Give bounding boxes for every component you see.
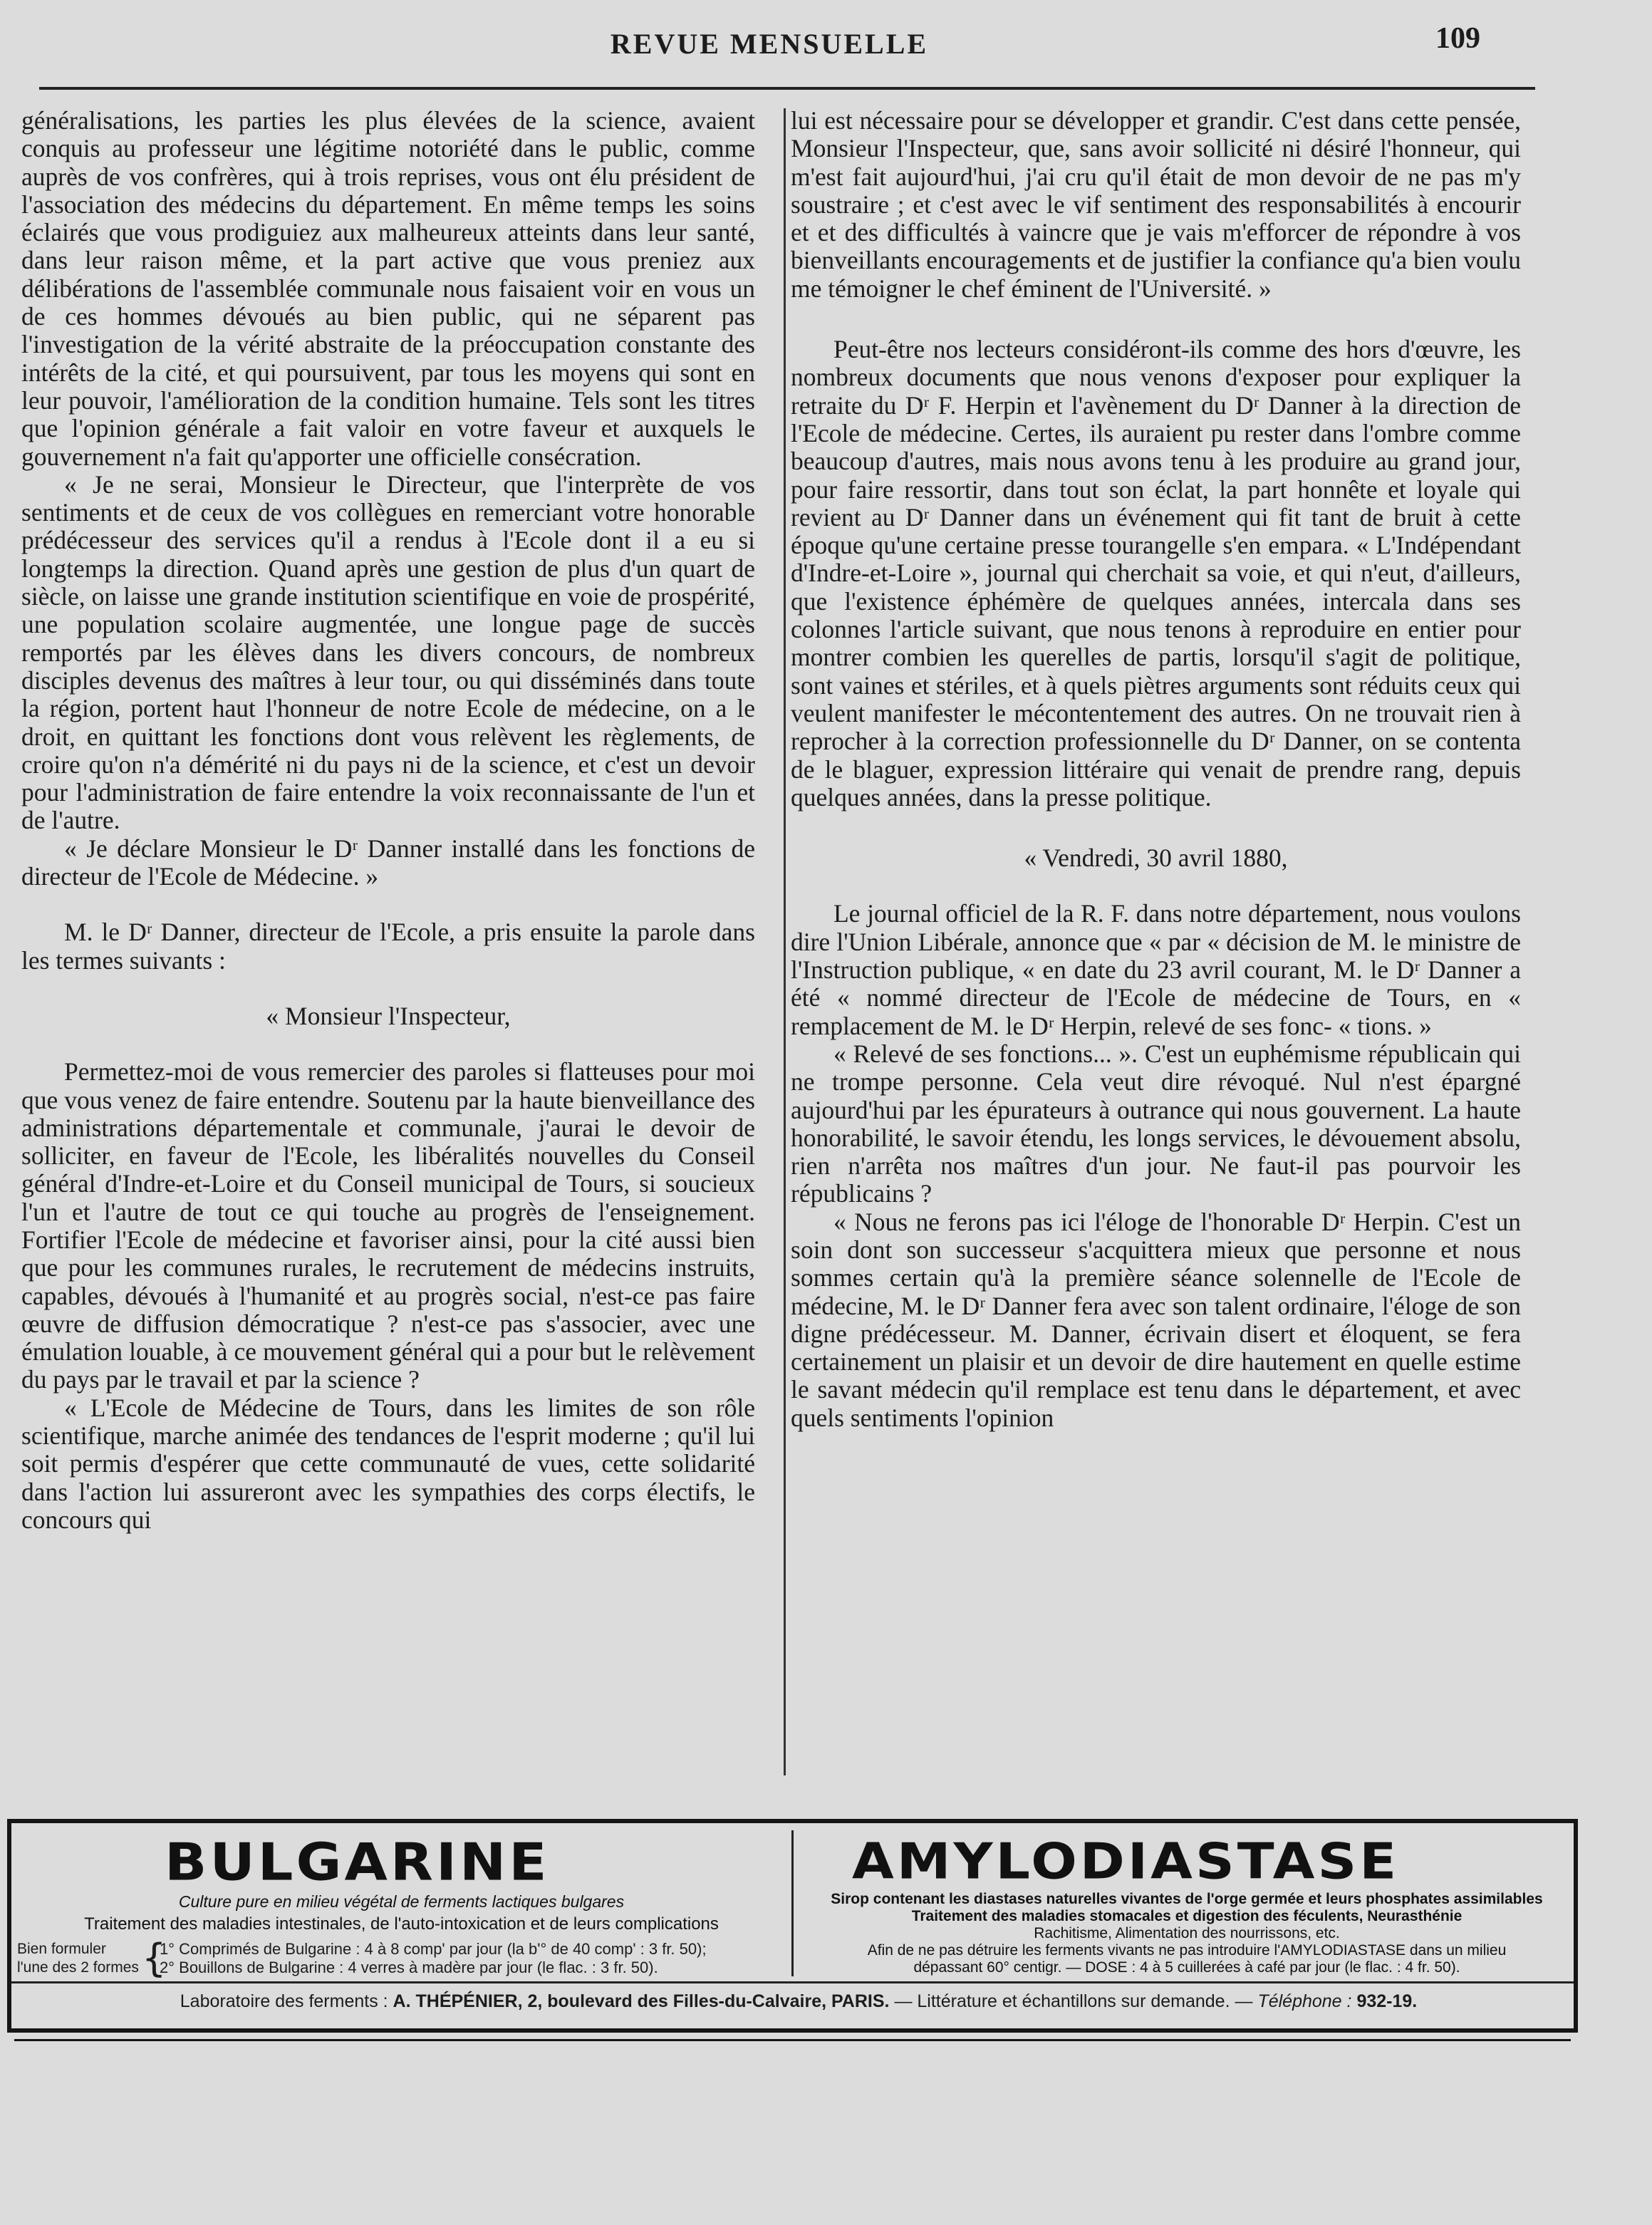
bulgarine-indication: Traitement des maladies intestinales, de l'auto-intoxication et de leurs complications [84, 1914, 719, 1934]
paragraph: « Nous ne ferons pas ici l'éloge de l'honorable Dʳ Herpin. C'est un soin dont son successeur s'acquittera mieux que personne et nous sommes certain qu'à la première séance solennelle de l'Ecole de médecine, M. le Dʳ Danner fera avec son talent ordinaire, l'éloge de son digne prédécesseur. M. Danner, écrivain disert et éloquent, se fera certainement un plaisir et un devoir de dire hautement en quelle estime le savant médecin qu'il remplace est tenu dans le département, et avec quels sentiments l'opinion [791, 1207, 1521, 1432]
laboratory-line: Laboratoire des ferments : A. THÉPÉNIER, 2, boulevard des Filles-du-Calvaire, PARIS. — Littérature et échantillons sur demande. — Téléphone : 932-19. [180, 1991, 1418, 2011]
formula-items [160, 1940, 707, 1977]
paragraph: lui est nécessaire pour se développer et grandir. C'est dans cette pensée, Monsieur l'Inspecteur, que, sans avoir sollicité ni désiré l'honneur, qui m'est fait aujourd'hui, j'ai cru qu'il était de mon devoir de ne pas m'y soustraire ; et c'est avec le vif sentiment des responsabilités à encourir et et des difficultés à vaincre que je vais m'efforcer de répondre à vos bienveillants encouragements et de justifier la confiance qu'a bien voulu me témoigner le chef éminent de l'Université. » [791, 106, 1521, 303]
amylodiastase-brand: AMYLODIASTASE [852, 1832, 1400, 1890]
running-title: REVUE MENSUELLE [610, 28, 929, 60]
header-rule [39, 87, 1535, 90]
brace-icon: { [142, 1936, 167, 1981]
phone-number: 932-19. [1356, 1991, 1418, 2011]
column-divider [784, 108, 786, 1775]
page-number: 109 [1435, 22, 1480, 55]
ad-divider [791, 1830, 794, 1976]
left-column [21, 107, 755, 1534]
ad-separator [11, 1981, 1574, 1983]
advertisement [7, 1819, 1578, 2033]
amylodiastase-line: Sirop contenant les diastases naturelles vivantes de l'orge germée et leurs phosphates assimilables [831, 1891, 1543, 1907]
laboratory-name: A. THÉPÉNIER, 2, boulevard des Filles-du-Calvaire, PARIS. [393, 1991, 890, 2011]
amylodiastase-line: Rachitisme, Alimentation des nourrissons, etc. [1034, 1925, 1340, 1941]
paragraph: Le journal officiel de la R. F. dans notre département, nous voulons dire l'Union Libérale, annonce que « par « décision de M. le ministre de l'Instruction publique, « en date du 23 avril courant, M. le Dʳ Danner a été « nommé directeur de l'Ecole de médecine de Tours, en « remplacement de M. le Dʳ Herpin, relevé de ses fonc- « tions. » [791, 899, 1521, 1040]
dateline: « Vendredi, 30 avril 1880, [1024, 844, 1288, 873]
paragraph: « Je ne serai, Monsieur le Directeur, que l'interprète de vos sentiments et de ceux de vos collègues en remerciant votre honorable prédécesseur des services qu'il a rendus à l'Ecole dont il a eu si longtemps la direction. Quand après une gestion de plus d'un quart de siècle, on laisse une grande institution scientifique en voie de prospérité, une population scolaire augmentée, une longue page de succès remportés par les élèves dans les divers concours, de nombreux disciples devenus des maîtres à leur tour, ou qui disséminés dans toute la région, portent haut l'honneur de notre Ecole de médecine, on a le droit, en quittant les fonctions dont vous relèvent les règlements, de croire qu'on n'a démérité ni du pays ni de la science, et c'est un devoir pour l'administration de faire entendre la voix reconnaissante de l'un et de l'autre. [21, 470, 755, 835]
paragraph: M. le Dʳ Danner, directeur de l'Ecole, a pris ensuite la parole dans les termes suivants : [21, 918, 755, 975]
bulgarine-tagline: Culture pure en milieu végétal de ferments lactiques bulgares [178, 1892, 625, 1911]
paragraph: « L'Ecole de Médecine de Tours, dans les limites de son rôle scientifique, marche animée des tendances de l'esprit moderne ; qu'il lui soit permis d'espérer que cette communauté de vues, cette solidarité dans l'action lui assureront avec les sympathies des corps électifs, le concours qui [21, 1393, 755, 1534]
formula-label: Bien formuler l'une des 2 formes [17, 1941, 139, 1976]
paragraph: « Relevé de ses fonctions... ». C'est un euphémisme républicain qui ne trompe personne. Cela veut dire révoqué. Nul n'est épargné aujourd'hui par les épurateurs à outrance qui nous gouvernent. La haute honorabilité, le savoir étendu, les longs services, le dévouement absolu, rien n'arrêta nos maîtres d'un jour. Ne faut-il pas pourvoir les républicains ? [791, 1039, 1521, 1208]
page-header [0, 21, 1652, 64]
amylodiastase-line: dépassant 60° centigr. — DOSE : 4 à 5 cuillerées à café par jour (le flac. : 4 fr. 50). [913, 1959, 1460, 1976]
amylodiastase-line: Traitement des maladies stomacales et digestion des féculents, Neurasthénie [911, 1908, 1463, 1924]
amylodiastase-line: Afin de ne pas détruire les ferments vivants ne pas introduire l'AMYLODIASTASE dans un milieu [867, 1942, 1507, 1959]
bulgarine-brand: BULGARINE [165, 1833, 550, 1892]
right-column [791, 107, 1521, 1432]
salutation: « Monsieur l'Inspecteur, [266, 1001, 511, 1030]
paragraph: Peut-être nos lecteurs considéront-ils comme des hors d'œuvre, les nombreux documents que nous venons d'exposer pour expliquer la retraite du Dʳ F. Herpin et l'avènement du Dʳ Danner à la direction de l'Ecole de médecine. Certes, ils auraient pu rester dans l'ombre comme beaucoup d'autres, mais nous avons tenu à les produire au grand jour, pour faire ressortir, dans tout son éclat, la part honnête et loyale qui revient au Dʳ Danner dans un événement qui fit tant de bruit à cette époque qu'une certaine presse tourangelle s'en empara. « L'Indépendant d'Indre-et-Loire », journal qui cherchait sa voie, et qui n'eut, d'ailleurs, que l'existence éphémère de quelques années, intercala dans ses colonnes l'article suivant, que nous tenons à reproduire en entier pour montrer combien les querelles de partis, lorsqu'il s'agit de politique, sont vaines et stériles, et à quels piètres arguments sont réduits ceux qui veulent manifester le mécontentement des autres. On ne trouvait rien à reprocher à la correction professionnelle du Dʳ Danner, on se contenta de le blaguer, expression littéraire qui venait de prendre rang, depuis quelques années, dans la presse politique. [791, 335, 1521, 811]
formula-item: 1° Comprimés de Bulgarine : 4 à 8 comp' par jour (la b'° de 40 comp' : 3 fr. 50); [160, 1940, 707, 1958]
formula-item: 2° Bouillons de Bulgarine : 4 verres à madère par jour (le flac. : 3 fr. 50). [160, 1959, 658, 1976]
paragraph: « Je déclare Monsieur le Dʳ Danner installé dans les fonctions de directeur de l'Ecole de Médecine. » [21, 834, 755, 891]
paragraph: Permettez-moi de vous remercier des paroles si flatteuses pour moi que vous venez de faire entendre. Soutenu par la haute bienveillance des administrations départementale et communale, j'aurai le devoir de solliciter, en faveur de l'Ecole, les libéralités nouvelles du Conseil général d'Indre-et-Loire et du Conseil municipal de Tours, si soucieux l'un et l'autre de tout ce qui touche au progrès de l'enseignement. Fortifier l'Ecole de médecine et favoriser ainsi, pour la cité aussi bien que pour les communes rurales, le recrutement de médecins instruits, capables, dévoués à l'humanité et au progrès social, n'est-ce pas faire œuvre de diffusion démocratique ? n'est-ce pas s'associer, avec une émulation louable, à ce mouvement général qui a pour but le relèvement du pays par le travail et par la science ? [21, 1057, 755, 1394]
paragraph: généralisations, les parties les plus élevées de la science, avaient conquis au professeur une légitime notoriété dans le public, comme auprès de vos confrères, qui à trois reprises, vous ont élu président de l'association des médecins du département. En même temps les soins éclairés que vous prodiguiez aux malheureux atteints dans leur santé, dans leur raison même, et la part active que vous preniez aux délibérations de l'assemblée communale nous faisaient voir en vous un de ces hommes dévoués au bien public, qui ne séparent pas l'investigation de la vérité abstraite de la préoccupation constante des intérêts de la cité, et qui poursuivent, par tous les moyens qui sont en leur pouvoir, l'amélioration de la condition humaine. Tels sont les titres que l'opinion générale a fait valoir en votre faveur et auxquels le gouvernement n'a fait qu'apporter une officielle consécration. [21, 106, 755, 471]
